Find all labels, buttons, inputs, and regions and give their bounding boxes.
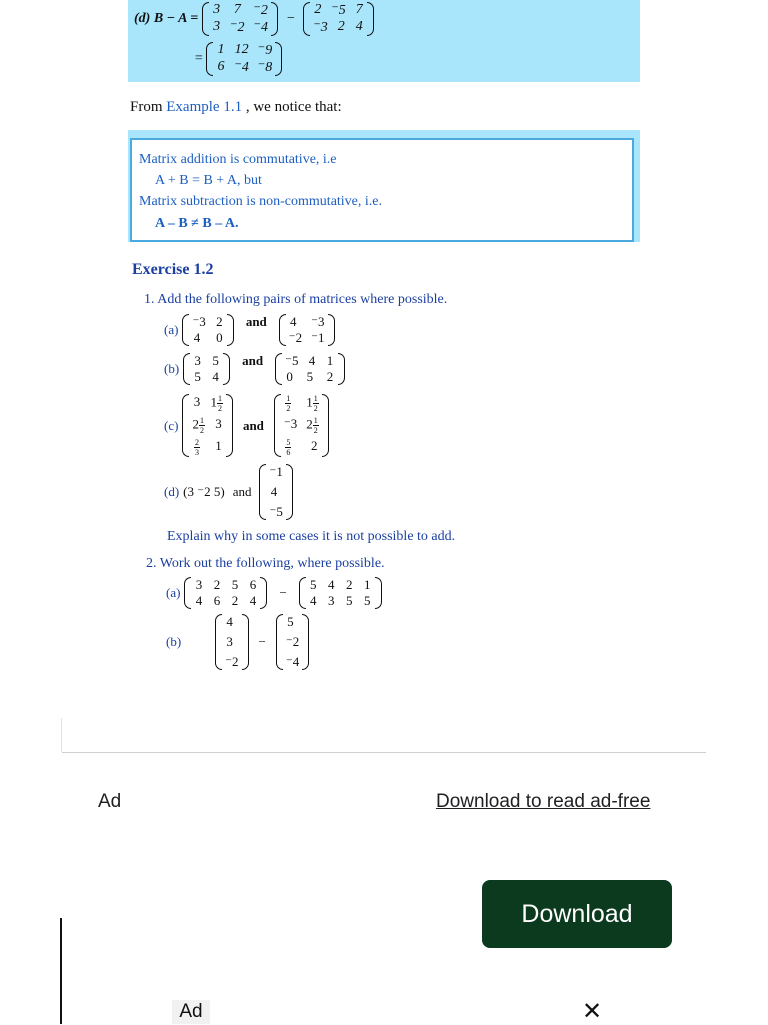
page-divider: [62, 752, 706, 753]
q1b-matrix-1: 3 5 5 4: [183, 353, 230, 385]
download-ad-free-link[interactable]: Download to read ad-free: [436, 791, 651, 812]
download-button[interactable]: [482, 880, 672, 948]
q1d: [164, 464, 293, 520]
and-word: and: [242, 353, 264, 368]
example-d-line1: [134, 2, 374, 36]
q1b-label: (b): [164, 361, 180, 376]
q2a: [166, 577, 382, 609]
q1b: [164, 353, 345, 385]
download-button-label: Download: [521, 899, 633, 928]
q2b-label: (b): [166, 634, 182, 649]
ad-label: Ad: [98, 791, 122, 812]
equals-sign: =: [194, 51, 204, 66]
q1-text: 1. Add the following pairs of matrices where possible.: [144, 292, 448, 307]
minus-sign: −: [285, 11, 296, 26]
q1a-label: (a): [164, 322, 179, 337]
q1c-matrix-2: $\frac{1}{2}$ 1 $\frac{1}{2}$ ⁻3 2 $\frac{1}{2}$ $\frac{5}{6}$ 2: [274, 394, 329, 457]
q1c-label: (c): [164, 417, 179, 433]
close-icon[interactable]: ✕: [582, 998, 603, 1025]
note-line-2: A + B = B + A, but: [155, 173, 262, 188]
ad-frame-edge: [60, 918, 62, 1024]
q1a: [164, 314, 335, 346]
q2a-label: (a): [166, 585, 181, 600]
q2-text: 2. Work out the following, where possible.: [146, 556, 385, 571]
matrix-a: 2 ⁻5 7 ⁻3 2 4: [303, 2, 373, 36]
example-d-label: (d) B − A =: [134, 11, 199, 26]
q2b-matrix-1: 4 3 ⁻2: [215, 614, 248, 670]
minus-sign: −: [279, 585, 287, 600]
matrix-result: 1 12 ⁻9 6 ⁻4 ⁻8: [206, 42, 282, 76]
q1b-matrix-2: ⁻5 4 1 0 5 2: [275, 353, 344, 385]
note-line-1: Matrix addition is commutative, i.e: [139, 152, 337, 167]
q2a-matrix-2: 5 4 2 1 4 3 5 5: [299, 577, 382, 609]
page-left-edge: [61, 718, 62, 752]
q2b-matrix-2: 5 ⁻2 ⁻4: [276, 614, 309, 670]
q1a-matrix-1: ⁻3 2 4 0: [182, 314, 233, 346]
and-word: and: [242, 417, 264, 433]
q1d-column-vector: ⁻1 4 ⁻5: [259, 464, 292, 520]
minus-sign: −: [258, 634, 266, 649]
notice-line: From Example 1.1 , we notice that:: [130, 99, 342, 115]
q2a-matrix-1: 3 2 5 6 4 6 2 4: [184, 577, 267, 609]
and-word: and: [232, 484, 252, 499]
note-line-3: Matrix subtraction is non-commutative, i.e.: [139, 194, 383, 209]
note-line-4: A – B ≠ B – A.: [155, 216, 239, 231]
q2b: [166, 614, 309, 670]
matrix-b: 3 7 ⁻2 3 ⁻2 ⁻4: [202, 2, 278, 36]
q1-explain: Explain why in some cases it is not possible to add.: [167, 529, 456, 544]
q1d-label: (d): [164, 484, 180, 499]
q1d-row-vector: (3 ⁻2 5): [183, 484, 225, 499]
q1c-matrix-1: 3 1 $\frac{1}{2}$ 2 $\frac{1}{2}$ 3 $\frac{2}{3}$ 1: [182, 394, 233, 457]
and-word: and: [245, 314, 267, 329]
example-link[interactable]: Example 1.1: [166, 99, 243, 115]
ad-bottom-label: Ad: [172, 1000, 210, 1024]
exercise-title: Exercise 1.2: [132, 261, 214, 278]
example-d-line2: [194, 42, 282, 76]
q1a-matrix-2: 4 ⁻3 ⁻2 ⁻1: [279, 314, 335, 346]
q1c: [164, 394, 329, 457]
